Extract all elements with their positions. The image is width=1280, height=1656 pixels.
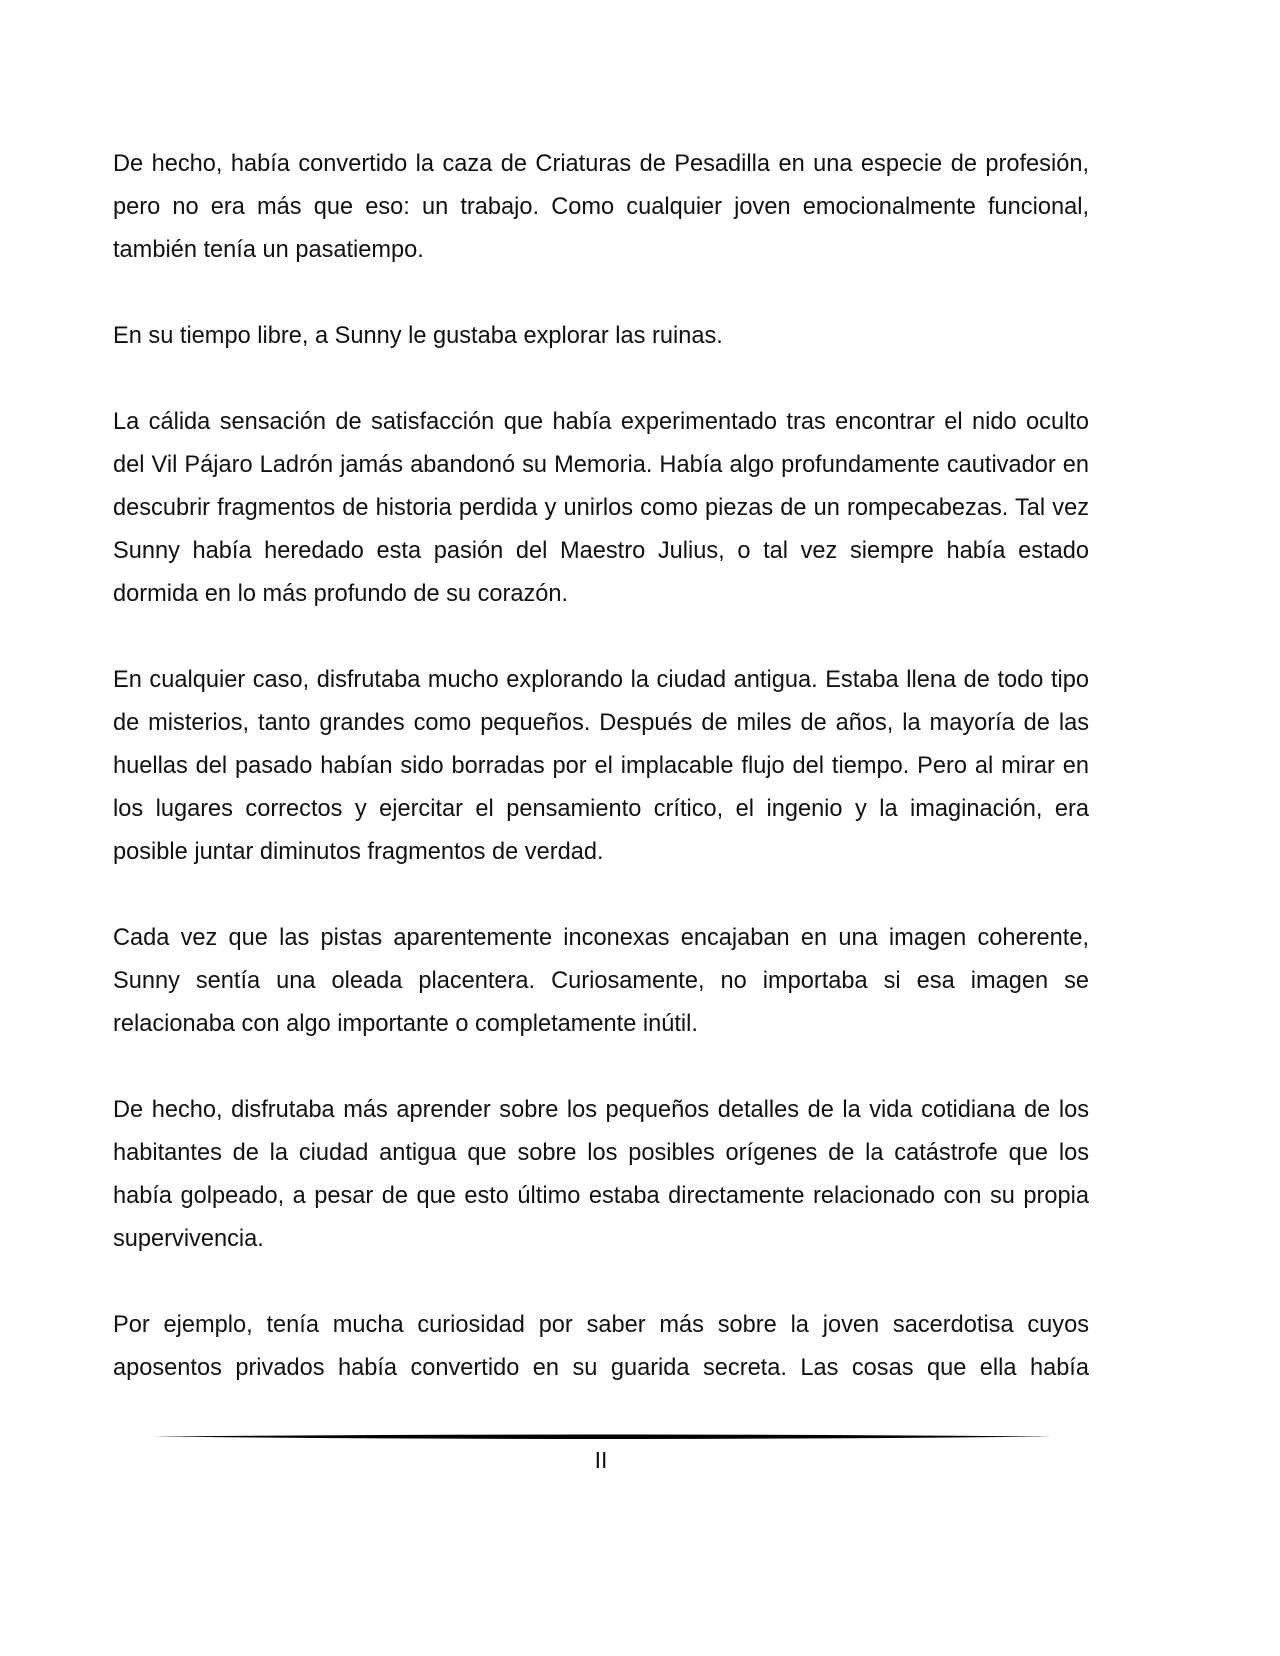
- body-text: [113, 143, 1089, 1390]
- paragraph-1: De hecho, había convertido la caza de Criaturas de Pesadilla en una especie de profesión, pero no era más que eso: un trabajo. Como cualquier joven emocionalmente funcional, también tenía un pasatiempo.: [113, 151, 1089, 263]
- page-number: II: [594, 1447, 608, 1473]
- paragraph-7: Por ejemplo, tenía mucha curiosidad por saber más sobre la joven sacerdotisa cuyos aposentos privados había convertido en su guarida secreta. Las cosas que ella había: [113, 1312, 1089, 1381]
- paragraph-4: En cualquier caso, disfrutaba mucho explorando la ciudad antigua. Estaba llena de todo tipo de misterios, tanto grandes como pequeños. Después de miles de años, la mayoría de las huellas del pasado habían sido borradas por el implacable flujo del tiempo. Pero al mirar en los lugares correctos y ejercitar el pensamiento crítico, el ingenio y la imaginación, era posible juntar diminutos fragmentos de verdad.: [113, 667, 1089, 865]
- paragraph-2: En su tiempo libre, a Sunny le gustaba explorar las ruinas.: [113, 323, 723, 349]
- paragraph-5: Cada vez que las pistas aparentemente inconexas encajaban en una imagen coherente, Sunny sentía una oleada placentera. Curiosamente, no importaba si esa imagen se relacionaba con algo importante o completamente inútil.: [113, 925, 1089, 1037]
- paragraph-3: La cálida sensación de satisfacción que había experimentado tras encontrar el nido oculto del Vil Pájaro Ladrón jamás abandonó su Memoria. Había algo profundamente cautivador en descubrir fragmentos de historia perdida y unirlos como piezas de un rompecabezas. Tal vez Sunny había heredado esta pasión del Maestro Julius, o tal vez siempre había estado dormida en lo más profundo de su corazón.: [113, 409, 1089, 607]
- paragraph-6: De hecho, disfrutaba más aprender sobre los pequeños detalles de la vida cotidiana de los habitantes de la ciudad antigua que sobre los posibles orígenes de la catástrofe que los había golpeado, a pesar de que esto último estaba directamente relacionado con su propia supervivencia.: [113, 1097, 1089, 1252]
- divider-swash: [152, 1435, 1052, 1440]
- footer-divider: [152, 1431, 1052, 1443]
